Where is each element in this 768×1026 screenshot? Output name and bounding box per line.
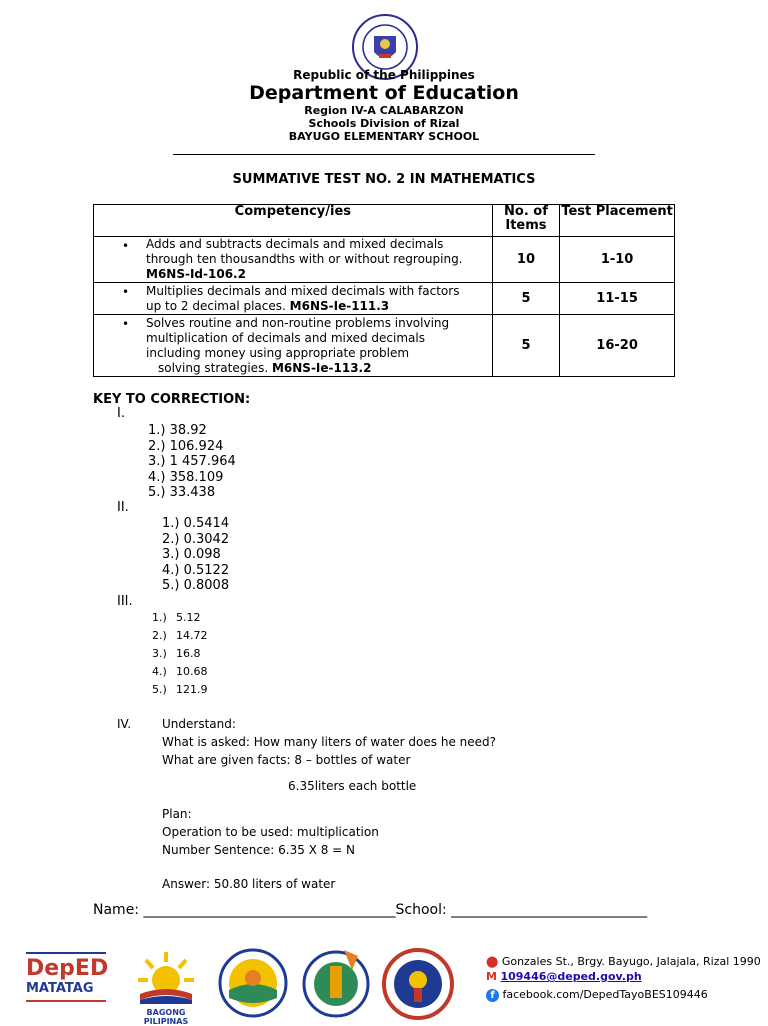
header-competency: Competency/ies <box>94 205 493 237</box>
facebook-icon: f <box>486 989 499 1002</box>
placement-cell: 1-10 <box>560 237 675 283</box>
list-item: 4.) 358.109 <box>148 469 224 485</box>
list-item: 3.) 16.8 <box>152 647 201 660</box>
items-cell: 5 <box>492 283 559 315</box>
bullet-icon: • <box>122 317 130 331</box>
list-item: 1.) 5.12 <box>152 611 201 624</box>
list-item: 1.) 0.5414 <box>162 516 230 531</box>
header-placement: Test Placement <box>560 205 675 237</box>
list-item: 5.) 0.8008 <box>162 578 230 594</box>
list-item: 3.) 1 457.964 <box>148 454 236 470</box>
answer-list <box>148 423 236 501</box>
header-items: No. of Items <box>492 205 559 237</box>
mail-icon: M <box>486 970 497 983</box>
email-line <box>486 970 642 983</box>
name-field[interactable]: ____________________________________ <box>143 902 396 918</box>
placement-cell: 11-15 <box>560 283 675 315</box>
competency-table <box>93 204 675 377</box>
school-seal-logo <box>300 946 372 1018</box>
answer-list <box>162 516 229 594</box>
list-item: 1.) 38.92 <box>148 423 207 438</box>
test-title: SUMMATIVE TEST NO. 2 IN MATHEMATICS <box>232 172 536 187</box>
elementary-school-seal-logo <box>382 948 454 1020</box>
list-item: 5.) 121.9 <box>152 683 208 696</box>
understand-label: Understand: <box>162 717 236 731</box>
list-item: 5.) 33.438 <box>148 485 216 501</box>
location-pin-icon: ⬤ <box>486 955 499 968</box>
list-item: 3.) 0.098 <box>162 547 221 563</box>
part-label: I. <box>117 406 125 421</box>
deped-matatag-logo: DepED MATATAG <box>26 952 110 1010</box>
placement-cell: 16-20 <box>560 315 675 377</box>
department-title: Department of Education <box>249 82 519 104</box>
sun-icon <box>126 948 206 1004</box>
competency-cell: • Multiplies decimals and mixed decimals with factors up to 2 decimal places. M6NS-Ie-111.3 <box>94 283 493 315</box>
items-cell: 10 <box>492 237 559 283</box>
competency-code: M6NS-Ie-111.3 <box>289 298 390 313</box>
facebook-link[interactable]: facebook.com/DepedTayoBES109446 <box>502 988 708 1001</box>
school-text: BAYUGO ELEMENTARY SCHOOL <box>288 130 480 143</box>
bullet-icon: • <box>122 239 130 253</box>
competency-code: M6NS-Id-106.2 <box>146 267 246 281</box>
division-seal-logo <box>218 948 288 1018</box>
items-cell: 5 <box>492 315 559 377</box>
address-line: ⬤ Gonzales St., Brgy. Bayugo, Jalajala, Rizal 1990 <box>486 955 761 968</box>
school-field[interactable]: ____________________________ <box>451 902 648 918</box>
list-item: 4.) 10.68 <box>152 665 208 678</box>
republic-text: Republic of the Philippines <box>293 68 475 82</box>
number-sentence: Number Sentence: 6.35 X 8 = N <box>162 843 356 857</box>
bullet-icon: • <box>122 285 130 299</box>
table-row <box>94 237 675 283</box>
email-link[interactable]: 109446@deped.gov.ph <box>500 970 642 983</box>
table-header-row <box>94 205 675 237</box>
table-row <box>94 283 675 315</box>
name-school-line <box>93 902 647 918</box>
competency-code: M6NS-Ie-113.2 <box>271 360 372 375</box>
list-item: 2.) 14.72 <box>152 629 208 642</box>
part-label: III. <box>117 594 133 609</box>
list-item: 2.) 106.924 <box>148 438 224 454</box>
operation-text: Operation to be used: multiplication <box>162 825 379 839</box>
list-item: 4.) 0.5122 <box>162 562 230 578</box>
bagong-pilipinas-logo: BAGONG PILIPINAS <box>126 948 206 1018</box>
given-facts-2: 6.35liters each bottle <box>288 779 417 793</box>
competency-cell: • Adds and subtracts decimals and mixed decimals through ten thousandths with or without regrouping. M6NS-Id-106.2 <box>94 237 493 283</box>
region-text: Region IV-A CALABARZON <box>304 104 464 117</box>
answer-list <box>152 609 208 699</box>
given-facts: What are given facts: 8 – bottles of water <box>162 753 411 767</box>
part-label: II. <box>117 500 129 515</box>
plan-label: Plan: <box>162 807 192 821</box>
table-row <box>94 315 675 377</box>
header-divider <box>173 154 595 155</box>
what-is-asked: What is asked: How many liters of water does he need? <box>162 735 496 749</box>
division-text: Schools Division of Rizal <box>308 117 460 130</box>
key-title: KEY TO CORRECTION: <box>93 392 251 407</box>
facebook-line <box>486 988 708 1002</box>
name-label: Name: <box>93 902 140 918</box>
list-item: 2.) 0.3042 <box>162 531 230 547</box>
school-label: School: <box>395 902 447 918</box>
part-label: IV. <box>117 717 132 731</box>
answer-text: Answer: 50.80 liters of water <box>162 877 336 891</box>
competency-cell: • Solves routine and non-routine problems involving multiplication of decimals and mixed decimals including money using appropriate problem solving strategies. M6NS-Ie-113.2 <box>94 315 493 377</box>
